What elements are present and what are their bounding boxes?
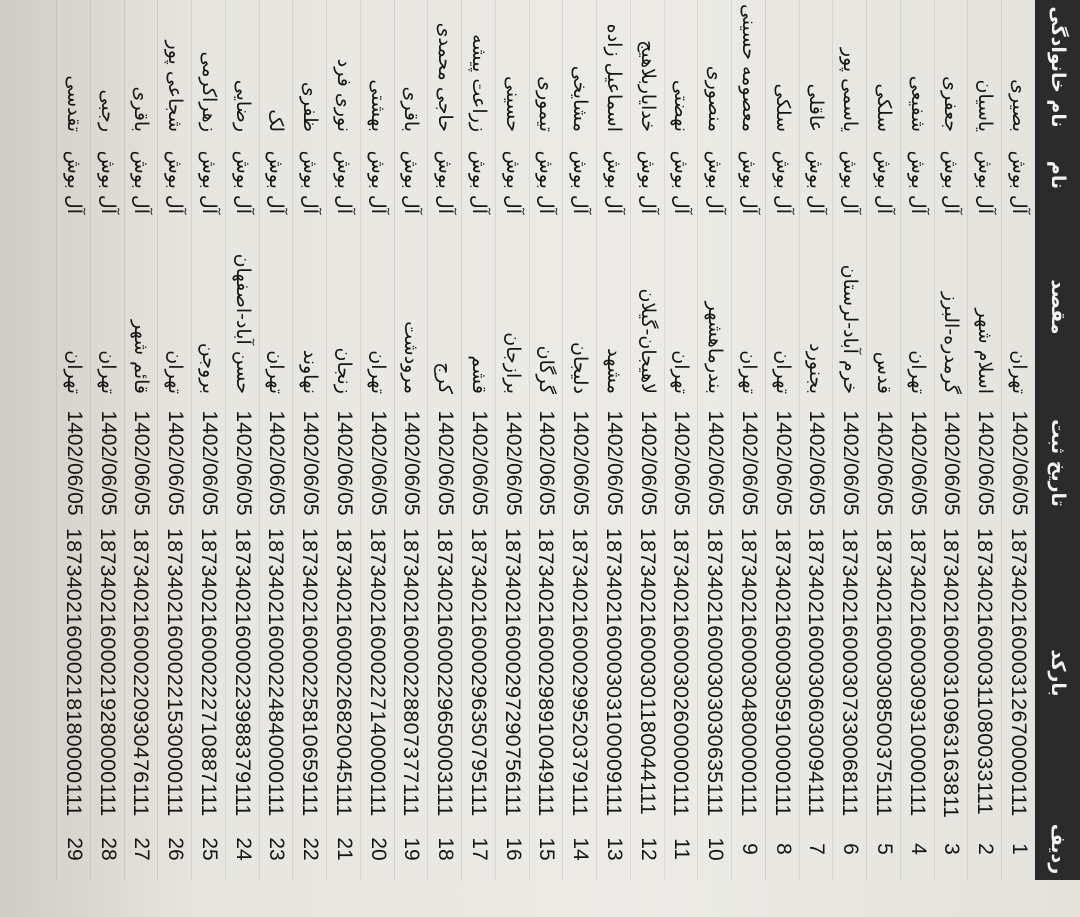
last-name-cell: اسماعیل زاده: [603, 23, 625, 132]
table-row: [461, 0, 495, 880]
last-name-cell: یاسمی پور: [839, 47, 862, 132]
table-row: [191, 0, 225, 880]
table-row: [124, 0, 158, 880]
date-cell: 1402/06/05: [501, 410, 525, 516]
date-cell: 1402/06/05: [636, 410, 660, 516]
last-name-cell: جعفری: [940, 76, 963, 132]
table-row: [495, 0, 529, 880]
date-cell: 1402/06/05: [839, 410, 863, 516]
row-number: 22: [299, 837, 323, 861]
row-number: 26: [164, 837, 188, 861]
barcode-cell: 187340216000309310000111: [905, 528, 930, 817]
first-name-cell: آل بوش: [434, 150, 457, 214]
last-name-cell: یاسیان: [974, 79, 997, 132]
date-cell: 1402/06/05: [299, 410, 323, 516]
destination-cell: تهران: [738, 350, 760, 394]
destination-cell: حسن آباد-اصفهان: [231, 253, 254, 394]
row-number: 11: [670, 838, 694, 860]
row-number: 5: [873, 843, 896, 855]
last-name-cell: شجاعی پور: [164, 40, 187, 132]
table-row: [428, 0, 462, 880]
row-number: 2: [974, 843, 998, 855]
barcode-cell: 187340216000224840000111: [264, 528, 289, 817]
date-cell: 1402/06/05: [906, 410, 930, 516]
barcode-cell: 187340216000219280000111: [95, 528, 120, 817]
row-number: 4: [906, 843, 930, 855]
date-cell: 1402/06/05: [738, 410, 761, 516]
date-cell: 1402/06/05: [164, 410, 188, 516]
table-row: [56, 0, 90, 880]
date-cell: 1402/06/05: [400, 410, 424, 516]
table-row: [799, 0, 833, 880]
destination-cell: بروجن: [198, 342, 220, 394]
row-number: 15: [535, 837, 559, 861]
date-cell: 1402/06/05: [333, 410, 356, 516]
last-name-cell: شفیعی: [906, 75, 929, 132]
date-cell: 1402/06/05: [265, 410, 289, 516]
barcode-cell: 187340216000297290756111: [500, 528, 525, 817]
last-name-cell: تیموری: [535, 76, 558, 132]
last-name-cell: زهراکرمی: [198, 51, 220, 132]
row-number: 1: [1008, 843, 1031, 855]
date-cell: 1402/06/05: [805, 410, 829, 516]
barcode-cell: 187340216000226820045111: [332, 528, 356, 817]
date-cell: 1402/06/05: [670, 410, 694, 516]
row-number: 17: [468, 837, 491, 861]
first-name-cell: آل بوش: [805, 150, 828, 214]
destination-cell: بندرماهشهر: [704, 301, 727, 394]
table-row: [259, 0, 293, 880]
row-number: 14: [569, 837, 593, 861]
barcode-cell: 187340216000302600000111: [669, 528, 694, 817]
last-name-cell: باقری: [130, 86, 153, 132]
first-name-cell: آل بوش: [535, 150, 558, 214]
first-name-cell: آل بوش: [603, 150, 625, 214]
table-row: [833, 0, 867, 880]
destination-cell: گرگان: [535, 345, 558, 394]
table-row: [90, 0, 124, 880]
destination-cell: قدس: [873, 351, 895, 394]
first-name-cell: آل بوش: [164, 150, 187, 214]
first-name-cell: آل بوش: [501, 150, 524, 214]
header-row-number: ردیف: [1047, 823, 1069, 875]
first-name-cell: آل بوش: [96, 150, 119, 214]
last-name-cell: منصوری: [704, 65, 727, 132]
first-name-cell: آل بوش: [333, 150, 355, 214]
last-name-cell: مشایخی: [569, 65, 592, 132]
barcode-cell: 187340216000305910000111: [770, 528, 795, 817]
row-number: 10: [704, 837, 728, 861]
table-row: [394, 0, 428, 880]
last-name-cell: نهضتی: [670, 79, 693, 132]
first-name-cell: آل بوش: [839, 150, 862, 214]
destination-cell: تهران: [96, 350, 119, 394]
last-name-cell: زراعت پیشه: [468, 34, 490, 132]
barcode-cell: 187340216000303030635111: [703, 528, 728, 817]
row-number: 7: [805, 843, 829, 855]
destination-cell: گرمدره-البرز: [940, 291, 963, 394]
date-cell: 1402/06/05: [366, 410, 390, 516]
table-row: [765, 0, 799, 880]
table-row: [731, 0, 765, 880]
printed-sheet: [50, 0, 1080, 880]
barcode-cell: 187340216000221530000111: [163, 528, 188, 817]
date-cell: 1402/06/05: [130, 410, 154, 516]
last-name-cell: عاقلی: [805, 83, 828, 132]
last-name-cell: سلکی: [873, 83, 895, 132]
date-cell: 1402/06/05: [974, 410, 998, 516]
barcode-cell: 187340216000222710887111: [197, 528, 221, 817]
date-cell: 1402/06/05: [231, 410, 255, 516]
last-name-cell: بهشتی: [366, 79, 389, 132]
row-number: 29: [63, 837, 86, 861]
first-name-cell: آل بوش: [231, 150, 254, 214]
table-row: [968, 0, 1002, 880]
destination-cell: تهران: [1008, 350, 1030, 394]
table-row: [158, 0, 192, 880]
table-row: [596, 0, 630, 880]
destination-cell: تهران: [63, 350, 85, 394]
first-name-cell: آل بوش: [873, 150, 895, 214]
row-number: 21: [333, 837, 356, 861]
row-number: 25: [198, 837, 221, 861]
date-cell: 1402/06/05: [940, 410, 964, 516]
destination-cell: لاهیجان-گیلان: [636, 288, 659, 394]
destination-cell: تهران: [670, 350, 693, 394]
row-number: 13: [603, 837, 626, 861]
date-cell: 1402/06/05: [1008, 410, 1031, 516]
table-row: [529, 0, 563, 880]
row-number: 20: [366, 837, 390, 861]
destination-cell: نهاوند: [299, 349, 322, 394]
first-name-cell: آل بوش: [636, 150, 659, 214]
header-barcode: بارکد: [1047, 649, 1069, 697]
date-cell: 1402/06/05: [569, 410, 593, 516]
first-name-cell: آل بوش: [265, 150, 288, 214]
last-name-cell: لک: [265, 109, 288, 132]
first-name-cell: آل بوش: [670, 150, 693, 214]
table-row: [326, 0, 360, 880]
row-number: 24: [231, 837, 255, 861]
destination-cell: دلیجان: [569, 342, 592, 394]
last-name-cell: تقدسی: [63, 75, 85, 132]
last-name-cell: بصیری: [1008, 79, 1030, 132]
destination-cell: مشهد: [603, 348, 625, 394]
table-row: [563, 0, 597, 880]
first-name-cell: آل بوش: [130, 150, 153, 214]
destination-cell: تهران: [164, 350, 187, 394]
table-row: [1001, 0, 1035, 880]
last-name-cell: حسینی: [501, 76, 524, 132]
header-destination: مقصد: [1047, 279, 1069, 335]
barcode-cell: 187340216000227140000111: [365, 528, 390, 817]
row-number: 3: [940, 843, 964, 855]
table-row: [293, 0, 327, 880]
barcode-cell: 187340216000228807377111: [399, 528, 424, 817]
table-row: [900, 0, 934, 880]
destination-cell: خرم آباد-لرستان: [839, 264, 862, 394]
first-name-cell: آل بوش: [906, 150, 929, 214]
row-number: 28: [96, 837, 120, 861]
header-date: تاریخ ثبت: [1047, 419, 1069, 507]
barcode-cell: 187340216000225810659111: [298, 528, 323, 817]
first-name-cell: آل بوش: [366, 150, 389, 214]
destination-cell: تهران: [771, 350, 794, 394]
date-cell: 1402/06/05: [704, 410, 728, 516]
first-name-cell: آل بوش: [704, 150, 727, 214]
first-name-cell: آل بوش: [299, 150, 322, 214]
row-number: 18: [434, 837, 458, 861]
header-first-name: نام: [1047, 160, 1069, 190]
barcode-cell: 187340216000304800000111: [737, 528, 761, 817]
barcode-cell: 187340216000223988379111: [230, 528, 255, 817]
date-cell: 1402/06/05: [198, 410, 221, 516]
date-cell: 1402/06/05: [771, 410, 795, 516]
last-name-cell: ظفری: [299, 81, 322, 132]
destination-cell: کرج: [434, 362, 457, 394]
row-number: 16: [501, 837, 525, 861]
table-row: [698, 0, 732, 880]
date-cell: 1402/06/05: [96, 410, 120, 516]
first-name-cell: آل بوش: [468, 150, 490, 214]
destination-cell: اسلام شهر: [974, 308, 997, 394]
table-row: [664, 0, 698, 880]
date-cell: 1402/06/05: [63, 410, 86, 516]
barcode-cell: 187340216000218180000111: [62, 528, 86, 817]
table-row: [934, 0, 968, 880]
row-number: 12: [636, 837, 660, 861]
destination-cell: بجنورد: [805, 343, 828, 394]
destination-cell: مرودشت: [400, 321, 423, 394]
date-cell: 1402/06/05: [468, 410, 491, 516]
barcode-cell: 187340216000229650003111: [433, 528, 458, 817]
last-name-cell: خدایاربلاهیج: [636, 40, 659, 132]
last-name-cell: نوری فرد: [333, 58, 355, 132]
first-name-cell: آل بوش: [198, 150, 220, 214]
barcode-cell: 187340216000296350795111: [467, 528, 491, 817]
destination-cell: تهران: [366, 350, 389, 394]
row-number: 19: [400, 837, 424, 861]
first-name-cell: آل بوش: [738, 150, 760, 214]
barcode-cell: 187340216000310963163811: [939, 528, 964, 818]
first-name-cell: آل بوش: [771, 150, 794, 214]
table-header: [1035, 0, 1080, 880]
barcode-cell: 187340216000298910049111: [534, 528, 559, 817]
first-name-cell: آل بوش: [400, 150, 423, 214]
last-name-cell: سلکی: [771, 83, 794, 132]
first-name-cell: آل بوش: [940, 150, 963, 214]
barcode-cell: 187340216000312670000111: [1007, 528, 1031, 817]
first-name-cell: آل بوش: [974, 150, 997, 214]
barcode-cell: 187340216000301180044111: [635, 528, 660, 815]
destination-cell: تهران: [265, 350, 288, 394]
barcode-cell: 187340216000307330068111: [838, 528, 863, 817]
date-cell: 1402/06/05: [603, 410, 626, 516]
table-row: [866, 0, 900, 880]
barcode-cell: 187340216000306030094111: [804, 528, 829, 817]
last-name-cell: رجبی: [96, 89, 119, 132]
barcode-cell: 187340216000299520379111: [568, 528, 593, 817]
row-number: 27: [130, 837, 154, 861]
destination-cell: زنجان: [333, 347, 355, 394]
table-row: [225, 0, 259, 880]
barcode-cell: 187340216000311080033111: [973, 528, 998, 815]
destination-cell: برازجان: [501, 332, 524, 394]
table-body: [56, 0, 1035, 880]
row-number: 6: [839, 843, 863, 855]
last-name-cell: معصومه حسینی: [738, 3, 760, 132]
row-number: 8: [771, 843, 795, 855]
table-row: [630, 0, 664, 880]
row-number: 9: [738, 843, 761, 855]
last-name-cell: باقری: [400, 86, 423, 132]
barcode-cell: 187340216000308500375111: [872, 528, 896, 817]
destination-cell: قشم: [468, 355, 490, 394]
date-cell: 1402/06/05: [873, 410, 896, 516]
first-name-cell: آل بوش: [1008, 150, 1030, 214]
barcode-cell: 187340216000220930476111: [129, 528, 154, 817]
first-name-cell: آل بوش: [569, 150, 592, 214]
last-name-cell: رضایی: [231, 79, 254, 132]
first-name-cell: آل بوش: [63, 150, 85, 214]
row-number: 23: [265, 837, 289, 861]
barcode-cell: 187340216000303100009111: [602, 528, 626, 817]
date-cell: 1402/06/05: [434, 410, 458, 516]
destination-cell: تهران: [906, 350, 929, 394]
last-name-cell: حاجی محمدی: [434, 22, 457, 132]
destination-cell: قائم شهر: [130, 319, 153, 394]
header-last-name: نام خانوادگی: [1047, 6, 1069, 128]
date-cell: 1402/06/05: [535, 410, 559, 516]
table-row: [360, 0, 394, 880]
